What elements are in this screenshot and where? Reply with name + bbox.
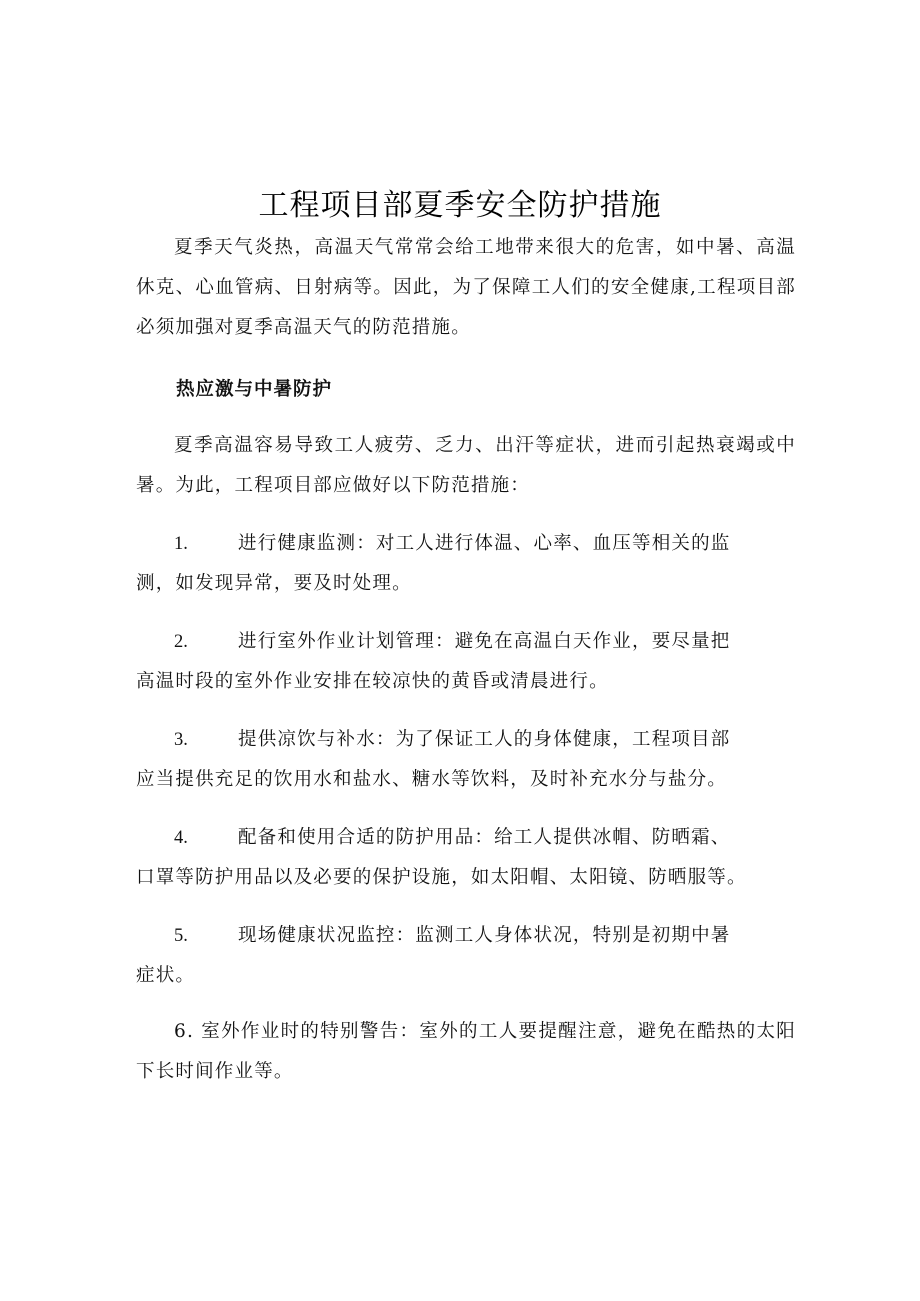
section-heading: 热应激与中暑防护 (176, 379, 333, 400)
list-item-continuation: 症状。 (136, 965, 196, 986)
list-item-continuation: 口罩等防护用品以及必要的保护设施，如太阳帽、太阳镜、防晒服等。 (136, 867, 747, 888)
list-item-continuation: 高温时段的室外作业安排在较凉快的黄昏或清晨进行。 (136, 671, 609, 692)
list-item-4 (136, 818, 776, 898)
list-item-2 (136, 622, 776, 702)
list-item-6: 6. 室外作业时的特别警告：室外的工人要提醒注意，避免在酷热的太阳下长时间作业等。 (136, 1021, 796, 1082)
list-item-text: 配备和使用合适的防护用品：给工人提供冰帽、防晒霜、 (238, 827, 731, 848)
list-item-number: 3. (174, 730, 188, 750)
list-item-text: 提供凉饮与补水：为了保证工人的身体健康，工程项目部 (238, 729, 731, 750)
list-item-number: 5. (174, 926, 188, 946)
list-item-number: 4. (174, 828, 188, 848)
intro-paragraph: 夏季天气炎热，高温天气常常会给工地带来很大的危害，如中暑、高温休克、心血管病、日射病等。因此，为了保障工人们的安全健康,工程项目部必须加强对夏季高温天气的防范措施。 (136, 237, 796, 338)
list-item-number: 2. (174, 632, 188, 652)
list-item-text: 进行健康监测：对工人进行体温、心率、血压等相关的监 (238, 533, 731, 554)
list-item-3 (136, 720, 776, 800)
list-item-continuation: 应当提供充足的饮用水和盐水、糖水等饮料，及时补充水分与盐分。 (136, 769, 728, 790)
section-intro-paragraph: 夏季高温容易导致工人疲劳、乏力、出汗等症状，进而引起热衰竭或中暑。为此，工程项目部应做好以下防范措施： (136, 435, 796, 496)
list-item-continuation: 测，如发现异常，要及时处理。 (136, 573, 412, 594)
list-item-text: 现场健康状况监控：监测工人身体状况，特别是初期中暑 (238, 925, 731, 946)
list-item-number: 1. (174, 534, 188, 554)
list-item-text: 进行室外作业计划管理：避免在高温白天作业，要尽量把 (238, 631, 731, 652)
document-title: 工程项目部夏季安全防护措施 (258, 188, 662, 223)
list-item-5 (136, 916, 776, 996)
list-item-1 (136, 524, 776, 604)
